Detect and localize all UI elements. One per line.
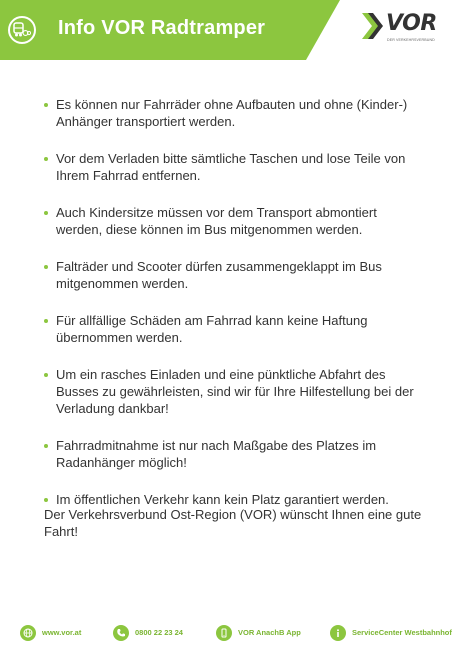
globe-icon (20, 625, 36, 641)
bullet-dot-icon (44, 319, 48, 323)
bus-bike-icon (8, 16, 36, 44)
phone-icon (113, 625, 129, 641)
list-item: Im öffentlichen Verkehr kann kein Platz garantiert werden. (44, 491, 424, 508)
list-item: Fahrradmitnahme ist nur nach Maßgabe des Platzes im Radanhänger möglich! (44, 437, 424, 471)
bullet-dot-icon (44, 157, 48, 161)
service-center[interactable]: ServiceCenter Westbahnhof (352, 628, 452, 637)
bullet-dot-icon (44, 211, 48, 215)
bullet-dot-icon (44, 373, 48, 377)
website-link[interactable]: www.vor.at (42, 628, 82, 637)
rules-list (44, 96, 424, 528)
list-item: Vor dem Verladen bitte sämtliche Taschen und lose Teile von Ihrem Fahrrad entfernen. (44, 150, 424, 184)
app-name[interactable]: VOR AnachB App (238, 628, 301, 637)
list-item: Es können nur Fahrräder ohne Aufbauten und ohne (Kinder-) Anhänger transportiert werden. (44, 96, 424, 130)
app-icon (216, 625, 232, 641)
list-item: Auch Kindersitze müssen vor dem Transport abmontiert werden, diese können im Bus mitgenommen werden. (44, 204, 424, 238)
closing-text: Der Verkehrsverbund Ost-Region (VOR) wünscht Ihnen eine gute Fahrt! (44, 507, 422, 539)
vor-logo (362, 12, 458, 46)
logo-text: VOR (386, 11, 437, 36)
bullet-dot-icon (44, 444, 48, 448)
logo-subtext: DER VERKEHRSVERBUND (387, 38, 435, 42)
bullet-dot-icon (44, 498, 48, 502)
bullet-dot-icon (44, 265, 48, 269)
header (0, 0, 465, 60)
list-item: Falträder und Scooter dürfen zusammengeklappt im Bus mitgenommen werden. (44, 258, 424, 292)
phone-number[interactable]: 0800 22 23 24 (135, 628, 183, 637)
bullet-dot-icon (44, 103, 48, 107)
list-item: Für allfällige Schäden am Fahrrad kann keine Haftung übernommen werden. (44, 312, 424, 346)
list-item: Um ein rasches Einladen und eine pünktliche Abfahrt des Busses zu gewährleisten, sind wir für Ihre Hilfestellung bei der Verladung dankbar! (44, 366, 424, 417)
info-icon (330, 625, 346, 641)
footer (0, 622, 465, 646)
page-title: Info VOR Radtramper (58, 17, 266, 39)
